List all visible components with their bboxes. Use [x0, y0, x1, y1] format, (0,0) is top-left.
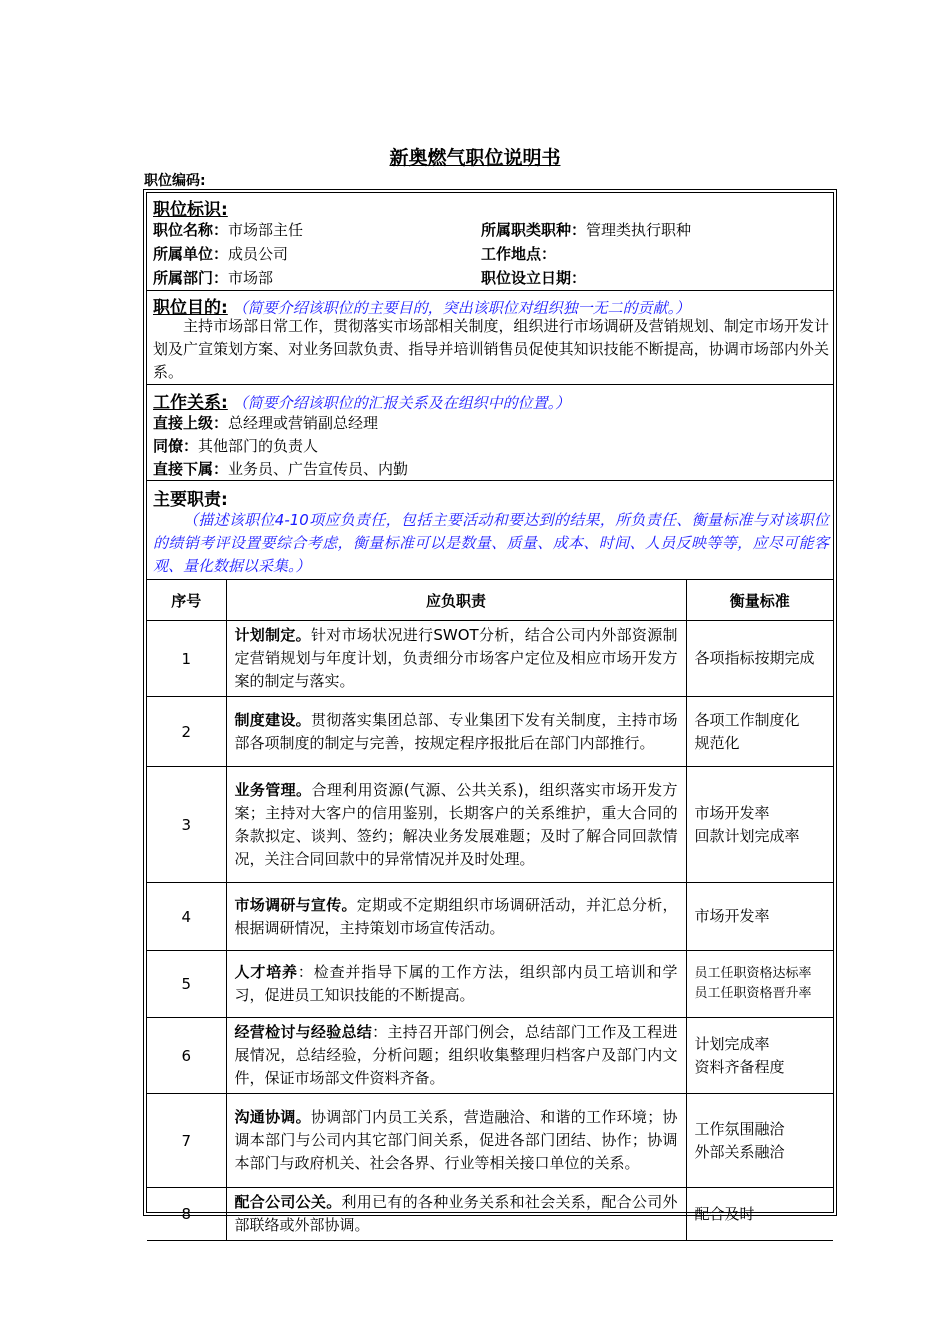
- superior-value: 总经理或营销副总经理: [228, 414, 379, 432]
- superior-label: 直接上级: [153, 414, 214, 432]
- measurement-standard: 市场开发率 回款计划完成率: [686, 767, 833, 883]
- relations-heading: 工作关系:: [153, 393, 228, 413]
- duty-description: 经营检讨与经验总结：主持召开部门例会，总结部门工作及工程进展情况，总结经验，分析问题；组织收集整理归档客户及部门内文件，保证市场部文件资料齐备。: [226, 1018, 686, 1094]
- duty-description: 业务管理。合理利用资源(气源、公共关系)，组织落实市场开发方案；主持对大客户的信用鉴别，长期客户的关系维护，重大合同的条款拟定、谈判、签约；解决业务发展难题；及时了解合同回款情况，关注合同回款中的异常情况并及时处理。: [226, 767, 686, 883]
- identification-section: 职位标识: 职位名称：市场部主任 所属单位：成员公司 所属部门：市场部 所属职类职种：管理类执行职种 工作地点： 职位设立日期：: [147, 193, 833, 291]
- unit-value: 成员公司: [228, 245, 289, 263]
- dept-value: 市场部: [228, 269, 274, 287]
- purpose-heading: 职位目的:: [153, 298, 228, 318]
- category-label: 所属职类职种: [481, 221, 572, 239]
- table-row: [147, 1094, 833, 1188]
- document-title: 新奥燃气职位说明书: [389, 147, 561, 169]
- table-row: [147, 1188, 833, 1241]
- row-number: 5: [147, 951, 226, 1018]
- position-code-label: 职位编码:: [144, 173, 206, 189]
- duty-description: 计划制定。针对市场状况进行SWOT分析，结合公司内外部资源制定营销规划与年度计划，负责细分市场客户定位及相应市场开发方案的制定与落实。: [226, 621, 686, 697]
- table-row: [147, 697, 833, 767]
- table-row: [147, 883, 833, 951]
- row-number: 6: [147, 1018, 226, 1094]
- row-number: 3: [147, 767, 226, 883]
- row-number: 4: [147, 883, 226, 951]
- duty-description: 配合公司公关。利用已有的各种业务关系和社会关系，配合公司外部联络或外部协调。: [226, 1188, 686, 1241]
- measurement-standard: 配合及时: [686, 1188, 833, 1241]
- table-row: [147, 621, 833, 697]
- subordinate-label: 直接下属: [153, 460, 214, 478]
- measurement-standard: 市场开发率: [686, 883, 833, 951]
- measurement-standard: 工作氛围融洽 外部关系融洽: [686, 1094, 833, 1188]
- column-header-no: 序号: [147, 580, 226, 621]
- peer-label: 同僚: [153, 437, 184, 455]
- duties-table: [147, 579, 833, 1241]
- peer-value: 其他部门的负责人: [198, 437, 319, 455]
- duties-heading: 主要职责:: [153, 490, 228, 510]
- duties-table-header: [147, 580, 833, 621]
- measurement-standard: 各项指标按期完成: [686, 621, 833, 697]
- purpose-section: [147, 291, 833, 385]
- category-value: 管理类执行职种: [586, 221, 692, 239]
- row-number: 1: [147, 621, 226, 697]
- purpose-hint: （简要介绍该职位的主要目的，突出该职位对组织独一无二的贡献。）: [232, 299, 691, 317]
- dept-label: 所属部门: [153, 269, 214, 287]
- duty-description: 制度建设。贯彻落实集团总部、专业集团下发有关制度，主持市场部各项制度的制定与完善，按规定程序报批后在部门内部推行。: [226, 697, 686, 767]
- job-name-value: 市场部主任: [228, 221, 304, 239]
- table-row: [147, 951, 833, 1018]
- purpose-text: 主持市场部日常工作，贯彻落实市场部相关制度，组织进行市场调研及营销规划、制定市场开发计划及广宣策划方案、对业务回款负责、指导并培训销售员促使其知识技能不断提高，协调市场部内外关系。: [153, 317, 829, 381]
- measurement-standard: 员工任职资格达标率 员工任职资格晋升率: [686, 951, 833, 1018]
- measurement-standard: 计划完成率 资料齐备程度: [686, 1018, 833, 1094]
- job-name-label: 职位名称: [153, 221, 214, 239]
- duty-description: 人才培养：检查并指导下属的工作方法，组织部内员工培训和学习，促进员工知识技能的不断提高。: [226, 951, 686, 1018]
- measurement-standard: 各项工作制度化 规范化: [686, 697, 833, 767]
- job-description-form: [146, 192, 834, 1234]
- column-header-duty: 应负职责: [226, 580, 686, 621]
- duty-description: 市场调研与宣传。定期或不定期组织市场调研活动，并汇总分析，根据调研情况，主持策划市场宣传活动。: [226, 883, 686, 951]
- duties-hint: （描述该职位4-10项应负责任，包括主要活动和要达到的结果，所负责任、衡量标准与对该职位的绩销考评设置要综合考虑，衡量标准可以是数量、质量、成本、时间、人员反映等等，应尽可能客观、量化数据以采集。）: [153, 511, 829, 575]
- row-number: 7: [147, 1094, 226, 1188]
- table-row: [147, 1018, 833, 1094]
- duty-description: 沟通协调。协调部门内员工关系，营造融洽、和谐的工作环境；协调本部门与公司内其它部门间关系，促进各部门团结、协作；协调本部门与政府机关、社会各界、行业等相关接口单位的关系。: [226, 1094, 686, 1188]
- column-header-standard: 衡量标准: [686, 580, 833, 621]
- row-number: 8: [147, 1188, 226, 1241]
- subordinate-value: 业务员、广告宣传员、内勤: [228, 460, 409, 478]
- row-number: 2: [147, 697, 226, 767]
- unit-label: 所属单位: [153, 245, 214, 263]
- table-row: [147, 767, 833, 883]
- relations-hint: （简要介绍该职位的汇报关系及在组织中的位置。）: [232, 394, 571, 412]
- relations-section: 工作关系: （简要介绍该职位的汇报关系及在组织中的位置。） 直接上级：总经理或营销副总经理 同僚：其他部门的负责人 直接下属：业务员、广告宣传员、内勤: [147, 385, 833, 481]
- identification-heading: 职位标识:: [153, 200, 228, 220]
- established-date-label: 职位设立日期: [481, 269, 572, 287]
- duties-section: [147, 481, 833, 579]
- location-label: 工作地点: [481, 245, 542, 263]
